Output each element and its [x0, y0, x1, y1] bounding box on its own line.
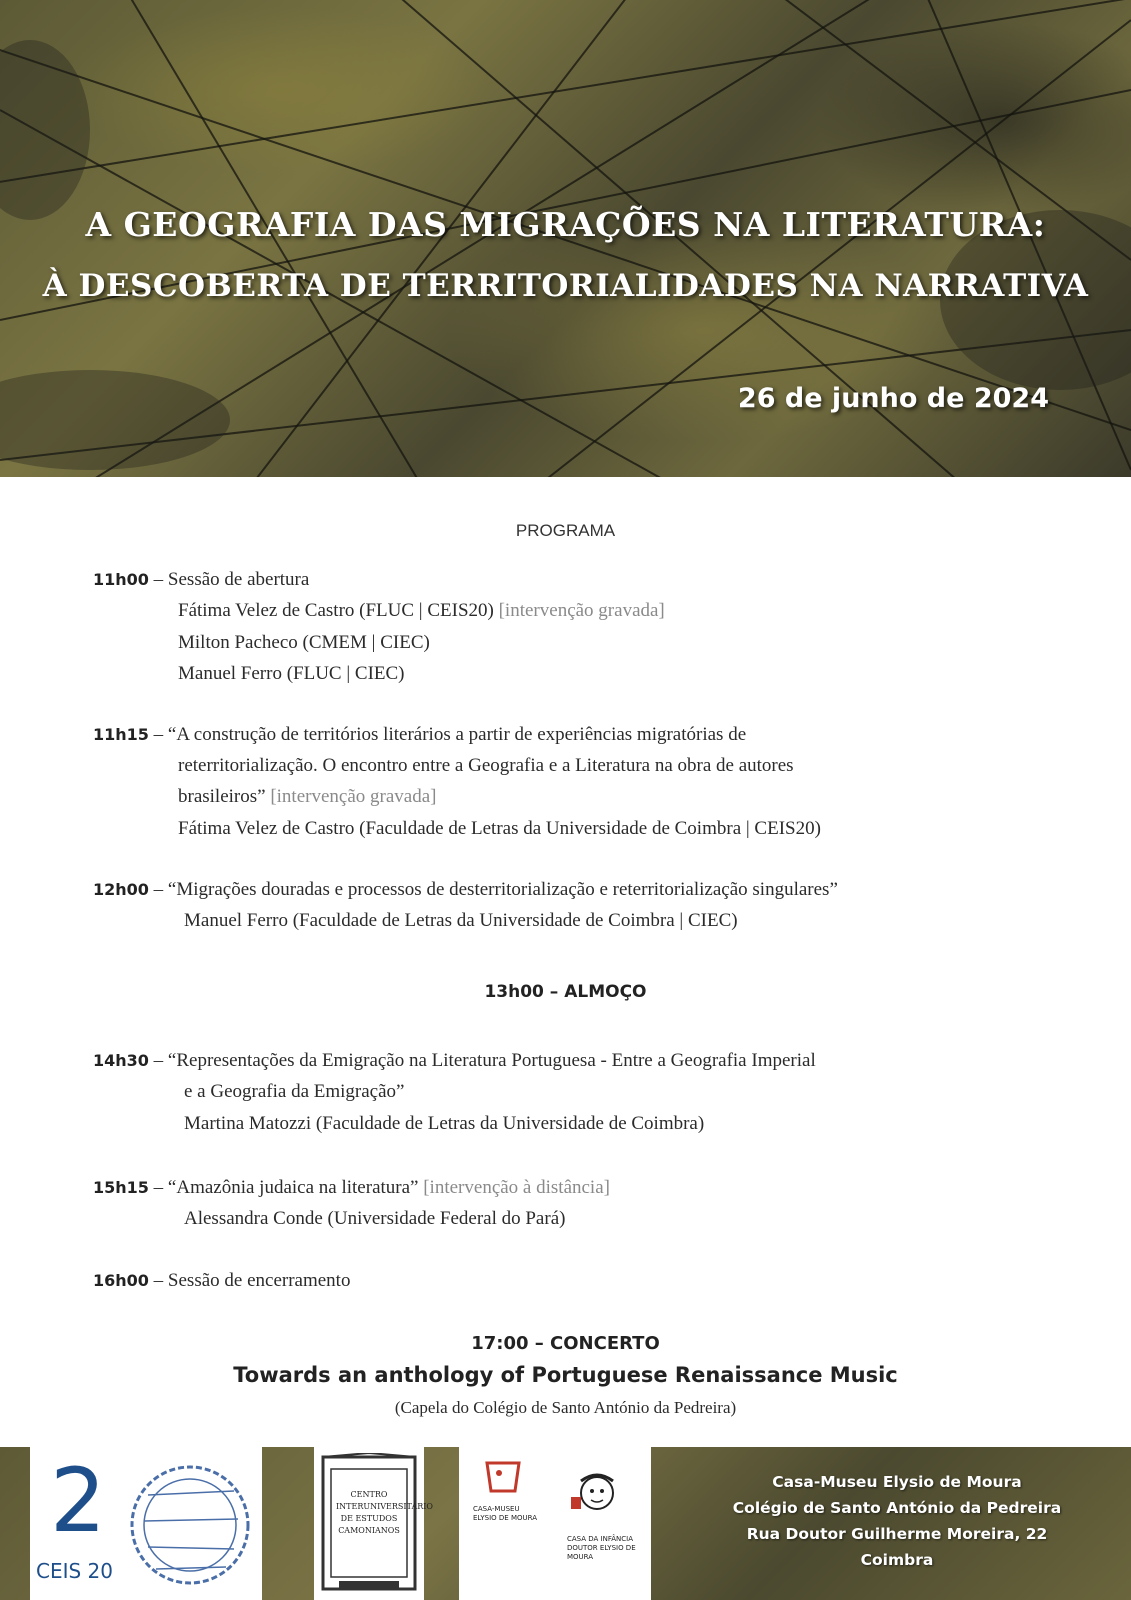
- concert-venue: (Capela do Colégio de Santo António da Pedreira): [394, 1398, 737, 1417]
- session-title-line: [93, 724, 746, 746]
- ciec-logo: [314, 1447, 433, 1600]
- casa-museu-label: CASA-MUSEU ELYSIO DE MOURA: [473, 1505, 537, 1522]
- recorded-note: [intervenção gravada]: [498, 600, 665, 621]
- session-title: – “Migrações douradas e processos de desterritorialização e reterritorialização singulares”: [153, 879, 838, 900]
- ceis20-number: 2: [50, 1449, 106, 1552]
- address-line-2: Colégio de Santo António da Pedreira: [732, 1499, 1062, 1517]
- program-heading: PROGRAMA: [515, 521, 616, 540]
- event-title-line-2: À DESCOBERTA DE TERRITORIALIDADES NA NARRATIVA: [42, 268, 1089, 304]
- casa-museu-logo: [459, 1447, 651, 1600]
- ciec-label: CENTRO INTERUNIVERSITÁRIO DE ESTUDOS CAMONIANOS: [336, 1490, 433, 1535]
- session-time: 16h00: [93, 1271, 149, 1290]
- header-banner: [0, 0, 1131, 477]
- concert-heading: 17:00 – CONCERTO: [471, 1333, 660, 1354]
- session-title-cont: [178, 786, 436, 808]
- address-line-3: Rua Doutor Guilherme Moreira, 22: [746, 1525, 1048, 1543]
- ceis20-stamp-icon: [126, 1461, 254, 1589]
- event-date: 26 de junho de 2024: [737, 383, 1049, 414]
- venue-address: [663, 1469, 1131, 1573]
- session-title: – Sessão de abertura: [153, 569, 310, 590]
- footer: [0, 1447, 1131, 1600]
- speaker-name: Manuel Ferro (Faculdade de Letras da Universidade de Coimbra | CIEC): [184, 910, 738, 931]
- address-line-1: Casa-Museu Elysio de Moura: [772, 1473, 1022, 1491]
- concert-title: Towards an anthology of Portuguese Renaissance Music: [233, 1363, 898, 1387]
- ceis20-logo: [30, 1447, 262, 1600]
- session-opening: [93, 569, 309, 591]
- casa-infancia-label: CASA DA INFÂNCIA DOUTOR ELYSIO DE MOURA: [567, 1535, 636, 1561]
- recorded-note: [intervenção gravada]: [270, 786, 437, 807]
- session-time: 12h00: [93, 880, 149, 899]
- session-title-cont: reterritorialização. O encontro entre a Geografia e a Literatura na obra de autores: [178, 755, 794, 776]
- session-title: – “Amazônia judaica na literatura”: [153, 1177, 419, 1198]
- session-title: – “Representações da Emigração na Literatura Portuguesa - Entre a Geografia Imperial: [153, 1050, 816, 1071]
- speaker-name: Manuel Ferro (FLUC | CIEC): [178, 663, 405, 684]
- speaker-line: [178, 600, 665, 622]
- event-title-line-1: A GEOGRAFIA DAS MIGRAÇÕES NA LITERATURA:: [85, 205, 1046, 244]
- speaker-name: Milton Pacheco (CMEM | CIEC): [178, 632, 430, 653]
- ceis20-label: CEIS 20: [36, 1559, 114, 1583]
- session-closing: [93, 1270, 350, 1292]
- session-title-line: [93, 1177, 610, 1199]
- address-line-4: Coimbra: [860, 1551, 934, 1569]
- child-face-icon: [569, 1469, 621, 1529]
- session-time: 11h15: [93, 725, 149, 744]
- speaker-name: Fátima Velez de Castro (Faculdade de Letras da Universidade de Coimbra | CEIS20): [178, 818, 821, 839]
- session-title-cont: e a Geografia da Emigração”: [184, 1081, 405, 1102]
- session-title-line: [93, 1050, 816, 1072]
- session-title-line: [93, 879, 838, 901]
- remote-note: [intervenção à distância]: [423, 1177, 610, 1198]
- session-title: – Sessão de encerramento: [153, 1270, 351, 1291]
- casa-museu-emblem-icon: [483, 1457, 523, 1497]
- speaker-name: Martina Matozzi (Faculdade de Letras da Universidade de Coimbra): [184, 1113, 705, 1134]
- session-title: – “A construção de territórios literários a partir de experiências migratórias de: [153, 724, 747, 745]
- session-time: 15h15: [93, 1178, 149, 1197]
- speaker-name: Alessandra Conde (Universidade Federal do Pará): [184, 1208, 566, 1229]
- session-time: 11h00: [93, 570, 149, 589]
- session-title-end: brasileiros”: [178, 786, 266, 807]
- lunch-break: 13h00 – ALMOÇO: [484, 982, 647, 1002]
- speaker-name: Fátima Velez de Castro (FLUC | CEIS20): [178, 600, 494, 621]
- session-time: 14h30: [93, 1051, 149, 1070]
